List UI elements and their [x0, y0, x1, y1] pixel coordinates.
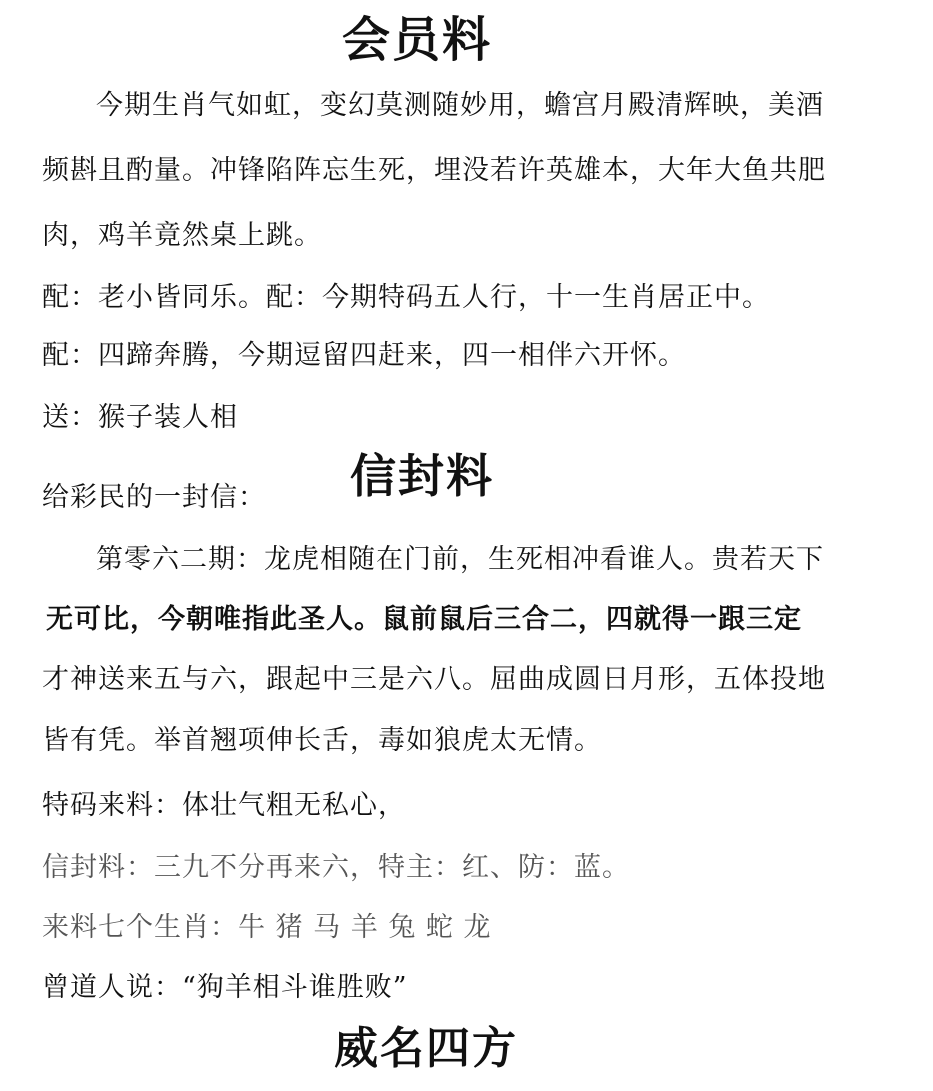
envelope-line: 信封料：三九不分再来六，特主：红、防：蓝。 [42, 852, 630, 883]
zodiac-line: 来料七个生肖：牛 猪 马 羊 兔 蛇 龙 [42, 912, 492, 943]
pairing-line: 配：老小皆同乐。配：今期特码五人行，十一生肖居正中。 [42, 282, 770, 313]
gift-line: 送：猴子装人相 [42, 402, 238, 433]
letter-line: 无可比，今朝唯指此圣人。鼠前鼠后三合二，四就得一跟三定 [46, 604, 802, 635]
letter-line: 皆有凭。举首翘项伸长舌，毒如狼虎太无情。 [42, 725, 602, 756]
letter-line: 才神送来五与六，跟起中三是六八。屈曲成圆日月形，五体投地 [42, 664, 826, 695]
quote-line: 曾道人说：“狗羊相斗谁胜败” [42, 972, 408, 1003]
section-title-huiyuanliao: 会员料 [342, 12, 493, 68]
poem-line: 频斟且酌量。冲锋陷阵忘生死，埋没若许英雄本，大年大鱼共肥 [42, 155, 826, 186]
letter-line: 第零六二期：龙虎相随在门前，生死相冲看谁人。贵若天下 [96, 544, 824, 575]
poem-line: 肉，鸡羊竟然桌上跳。 [42, 220, 322, 251]
pairing-line: 配：四蹄奔腾，今期逗留四赶来，四一相伴六开怀。 [42, 340, 686, 371]
special-code-line: 特码来料：体壮气粗无私心， [42, 790, 406, 821]
section-title-weimingsifang: 威名四方 [334, 1023, 518, 1074]
poem-line: 今期生肖气如虹，变幻莫测随妙用，蟾宫月殿清辉映，美酒 [96, 90, 824, 121]
letter-label: 给彩民的一封信： [42, 482, 266, 513]
letter-label-row [42, 449, 494, 514]
section-title-xinfengliao: 信封料 [350, 449, 494, 503]
